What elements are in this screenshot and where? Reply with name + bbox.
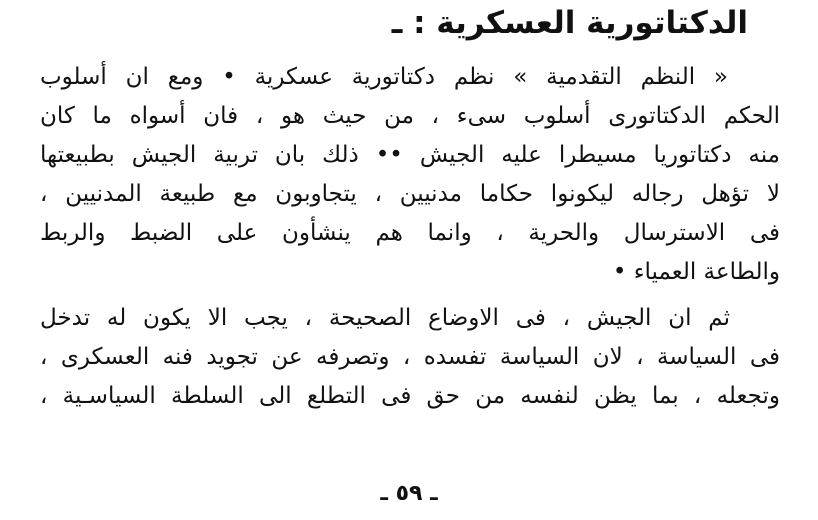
text-line: ثم ان الجيش ، فى الاوضاع الصحيحة ، يجب الا يكون له تدخل — [40, 305, 730, 331]
text-line: لا تؤهل رجاله ليكونوا حكاما مدنيين ، يتجاوبون مع طبيعة المدنيين ، — [40, 181, 780, 207]
text-line: الحكم الدكتاتورى أسلوب سىء ، من حيث هو ، فان أسواه ما كان — [40, 103, 780, 129]
text-line: وتجعله ، بما يظن لنفسه من حق فى التطلع الى السلطة السياسـية ، — [40, 383, 780, 409]
text-line: فى السياسة ، لان السياسة تفسده ، وتصرفه عن تجويد فنه العسكرى ، — [40, 344, 780, 370]
text-line: والطاعة العمياء • — [612, 259, 780, 285]
section-heading: الدكتاتورية العسكرية : ـ — [391, 5, 748, 41]
text-line: منه دكتاتوريا مسيطرا عليه الجيش •• ذلك بان تربية الجيش بطبيعتها — [40, 142, 780, 168]
text-line: فى الاسترسال والحرية ، وانما هم ينشأون على الضبط والربط — [40, 220, 780, 246]
page-number: ـ ٥٩ ـ — [380, 481, 438, 506]
text-line: « النظم التقدمية » نظم دكتاتورية عسكرية • ومع ان أسلوب — [40, 64, 728, 90]
